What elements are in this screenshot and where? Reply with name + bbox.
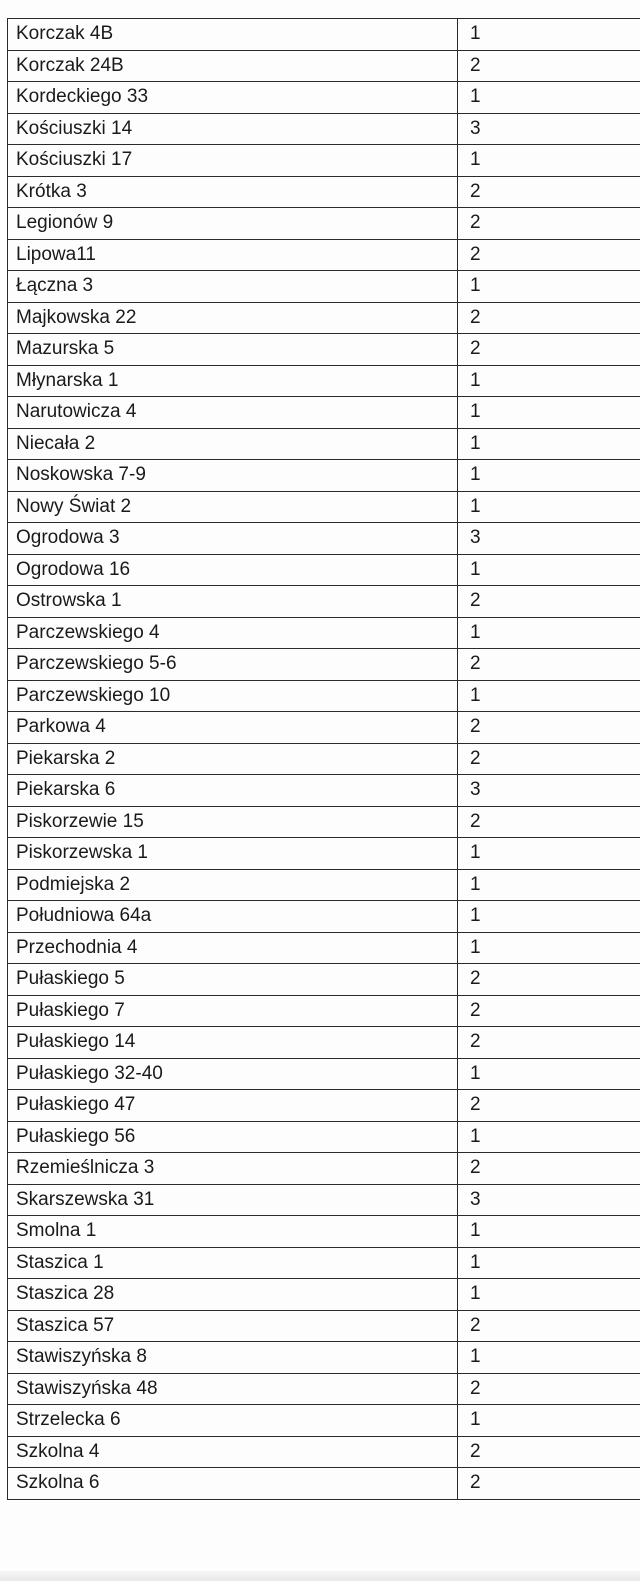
- address-cell: Lipowa11: [8, 239, 458, 271]
- table-row: [8, 176, 640, 208]
- table-row: [8, 1153, 640, 1185]
- table-row: [8, 523, 640, 555]
- table-row: [8, 460, 640, 492]
- table-row: [8, 743, 640, 775]
- address-cell: Piskorzewie 15: [8, 806, 458, 838]
- count-cell: 3: [458, 775, 640, 807]
- address-cell: Łączna 3: [8, 271, 458, 303]
- table-row: [8, 901, 640, 933]
- address-cell: Ogrodowa 3: [8, 523, 458, 555]
- count-cell: 1: [458, 145, 640, 177]
- table-row: [8, 586, 640, 618]
- count-cell: 2: [458, 1373, 640, 1405]
- table-row: [8, 428, 640, 460]
- table-row: [8, 145, 640, 177]
- page-bottom-shadow: [0, 1571, 640, 1581]
- address-cell: Stawiszyńska 48: [8, 1373, 458, 1405]
- address-cell: Mazurska 5: [8, 334, 458, 366]
- count-cell: 3: [458, 113, 640, 145]
- address-cell: Parczewskiego 10: [8, 680, 458, 712]
- address-cell: Kordeckiego 33: [8, 82, 458, 114]
- address-cell: Stawiszyńska 8: [8, 1342, 458, 1374]
- count-cell: 1: [458, 460, 640, 492]
- count-cell: 1: [458, 1121, 640, 1153]
- count-cell: 2: [458, 964, 640, 996]
- address-cell: Kościuszki 14: [8, 113, 458, 145]
- address-cell: Podmiejska 2: [8, 869, 458, 901]
- count-cell: 2: [458, 1090, 640, 1122]
- count-cell: 2: [458, 1468, 640, 1500]
- address-cell: Parczewskiego 4: [8, 617, 458, 649]
- count-cell: 1: [458, 554, 640, 586]
- count-cell: 1: [458, 1216, 640, 1248]
- count-cell: 2: [458, 1436, 640, 1468]
- address-cell: Noskowska 7-9: [8, 460, 458, 492]
- address-cell: Pułaskiego 7: [8, 995, 458, 1027]
- address-cell: Szkolna 6: [8, 1468, 458, 1500]
- address-cell: Szkolna 4: [8, 1436, 458, 1468]
- count-cell: 1: [458, 680, 640, 712]
- count-cell: 1: [458, 19, 640, 51]
- address-cell: Piskorzewska 1: [8, 838, 458, 870]
- count-cell: 2: [458, 995, 640, 1027]
- count-cell: 1: [458, 932, 640, 964]
- count-cell: 1: [458, 271, 640, 303]
- table-row: [8, 554, 640, 586]
- table-row: [8, 397, 640, 429]
- table-row: [8, 1405, 640, 1437]
- count-cell: 1: [458, 838, 640, 870]
- count-cell: 2: [458, 176, 640, 208]
- table-row: [8, 1027, 640, 1059]
- count-cell: 1: [458, 365, 640, 397]
- address-cell: Przechodnia 4: [8, 932, 458, 964]
- table-row: [8, 680, 640, 712]
- address-cell: Staszica 1: [8, 1247, 458, 1279]
- address-cell: Majkowska 22: [8, 302, 458, 334]
- table-row: [8, 1121, 640, 1153]
- count-cell: 2: [458, 239, 640, 271]
- table-row: [8, 1058, 640, 1090]
- table-row: [8, 806, 640, 838]
- count-cell: 3: [458, 523, 640, 555]
- count-cell: 2: [458, 1027, 640, 1059]
- table-row: [8, 1342, 640, 1374]
- address-cell: Młynarska 1: [8, 365, 458, 397]
- address-cell: Piekarska 6: [8, 775, 458, 807]
- table-row: [8, 491, 640, 523]
- address-cell: Kościuszki 17: [8, 145, 458, 177]
- address-cell: Nowy Świat 2: [8, 491, 458, 523]
- address-cell: Ostrowska 1: [8, 586, 458, 618]
- table-row: [8, 1310, 640, 1342]
- count-cell: 1: [458, 1058, 640, 1090]
- count-cell: 1: [458, 1279, 640, 1311]
- count-cell: 1: [458, 82, 640, 114]
- count-cell: 2: [458, 208, 640, 240]
- count-cell: 2: [458, 712, 640, 744]
- address-cell: Legionów 9: [8, 208, 458, 240]
- count-cell: 1: [458, 1342, 640, 1374]
- count-cell: 1: [458, 869, 640, 901]
- address-cell: Pułaskiego 32-40: [8, 1058, 458, 1090]
- table-row: [8, 334, 640, 366]
- table-row: [8, 1373, 640, 1405]
- address-cell: Pułaskiego 5: [8, 964, 458, 996]
- address-cell: Piekarska 2: [8, 743, 458, 775]
- count-cell: 2: [458, 50, 640, 82]
- address-cell: Skarszewska 31: [8, 1184, 458, 1216]
- table-row: [8, 82, 640, 114]
- address-cell: Rzemieślnicza 3: [8, 1153, 458, 1185]
- address-cell: Pułaskiego 14: [8, 1027, 458, 1059]
- table-row: [8, 1468, 640, 1500]
- address-cell: Staszica 28: [8, 1279, 458, 1311]
- table-row: [8, 838, 640, 870]
- table-row: [8, 617, 640, 649]
- table-row: [8, 365, 640, 397]
- address-cell: Pułaskiego 56: [8, 1121, 458, 1153]
- table-row: [8, 50, 640, 82]
- table-row: [8, 271, 640, 303]
- count-cell: 2: [458, 806, 640, 838]
- table-row: [8, 964, 640, 996]
- table-row: [8, 712, 640, 744]
- count-cell: 2: [458, 334, 640, 366]
- count-cell: 1: [458, 428, 640, 460]
- address-table-body: [8, 19, 640, 1500]
- table-row: [8, 302, 640, 334]
- address-cell: Staszica 57: [8, 1310, 458, 1342]
- count-cell: 1: [458, 617, 640, 649]
- count-cell: 2: [458, 302, 640, 334]
- table-row: [8, 19, 640, 51]
- count-cell: 2: [458, 1153, 640, 1185]
- address-cell: Południowa 64a: [8, 901, 458, 933]
- table-row: [8, 1090, 640, 1122]
- address-cell: Korczak 4B: [8, 19, 458, 51]
- count-cell: 2: [458, 586, 640, 618]
- table-row: [8, 1436, 640, 1468]
- address-cell: Ogrodowa 16: [8, 554, 458, 586]
- address-cell: Korczak 24B: [8, 50, 458, 82]
- count-cell: 3: [458, 1184, 640, 1216]
- count-cell: 1: [458, 901, 640, 933]
- count-cell: 1: [458, 397, 640, 429]
- address-cell: Smolna 1: [8, 1216, 458, 1248]
- table-row: [8, 869, 640, 901]
- count-cell: 2: [458, 1310, 640, 1342]
- address-table: [7, 18, 640, 1500]
- table-row: [8, 1247, 640, 1279]
- count-cell: 1: [458, 1247, 640, 1279]
- address-cell: Pułaskiego 47: [8, 1090, 458, 1122]
- table-row: [8, 995, 640, 1027]
- table-row: [8, 649, 640, 681]
- table-row: [8, 775, 640, 807]
- table-row: [8, 1184, 640, 1216]
- table-row: [8, 113, 640, 145]
- address-cell: Narutowicza 4: [8, 397, 458, 429]
- table-row: [8, 932, 640, 964]
- table-row: [8, 1279, 640, 1311]
- address-cell: Parkowa 4: [8, 712, 458, 744]
- address-cell: Niecała 2: [8, 428, 458, 460]
- table-row: [8, 1216, 640, 1248]
- count-cell: 2: [458, 649, 640, 681]
- count-cell: 2: [458, 743, 640, 775]
- count-cell: 1: [458, 491, 640, 523]
- table-row: [8, 239, 640, 271]
- address-cell: Krótka 3: [8, 176, 458, 208]
- table-row: [8, 208, 640, 240]
- address-cell: Parczewskiego 5-6: [8, 649, 458, 681]
- count-cell: 1: [458, 1405, 640, 1437]
- address-cell: Strzelecka 6: [8, 1405, 458, 1437]
